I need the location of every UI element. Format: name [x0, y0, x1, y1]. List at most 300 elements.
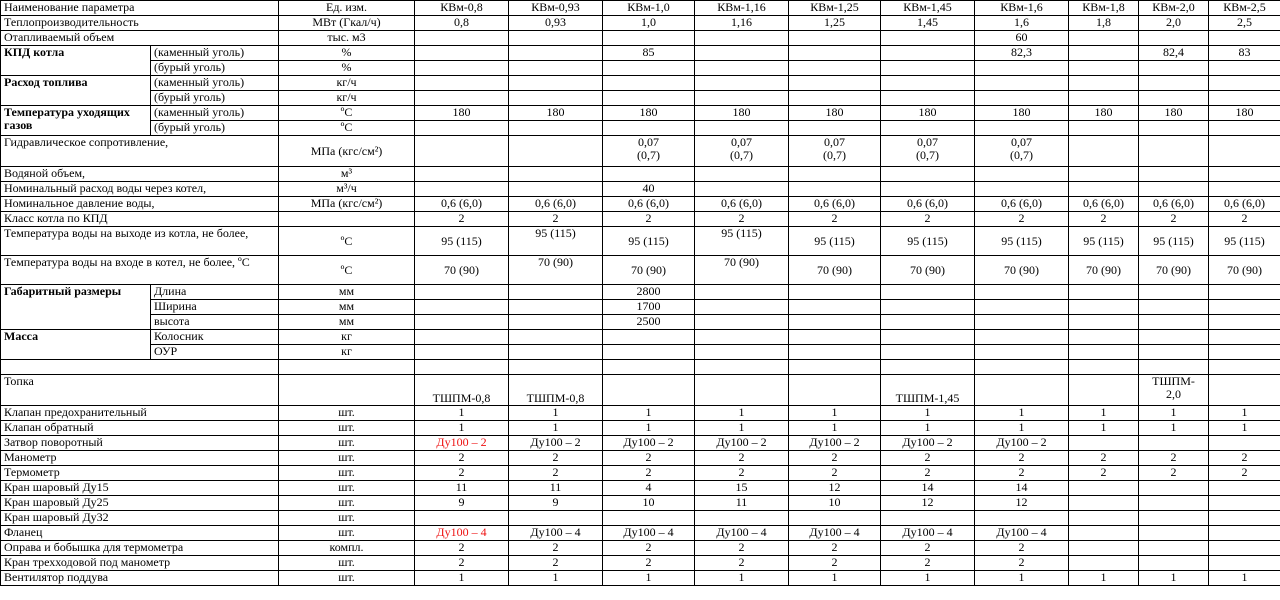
- cell: [789, 511, 881, 526]
- cell: 1,0: [603, 16, 695, 31]
- row-sublabel: (бурый уголь): [151, 121, 279, 136]
- cell: 95 (115): [789, 227, 881, 256]
- cell: 0,6 (6,0): [603, 197, 695, 212]
- cell: 2: [603, 451, 695, 466]
- row-label: Топка: [1, 375, 279, 406]
- cell: 9: [509, 496, 603, 511]
- cell: Ду100 – 2: [509, 436, 603, 451]
- cell: 0,6 (6,0): [1209, 197, 1280, 212]
- row-label: Термометр: [1, 466, 279, 481]
- cell: [789, 76, 881, 91]
- cell: [1139, 436, 1209, 451]
- row-label: Фланец: [1, 526, 279, 541]
- table-row: [1, 61, 1280, 76]
- cell: Ду100 – 2: [603, 436, 695, 451]
- cell: [415, 46, 509, 61]
- row-sublabel: (каменный уголь): [151, 106, 279, 121]
- row-unit: мм: [279, 285, 415, 300]
- cell: 1: [415, 421, 509, 436]
- header-param: Наименование параметра: [1, 1, 279, 16]
- table-row: [1, 345, 1280, 360]
- cell: 1: [789, 571, 881, 586]
- cell: 0,6 (6,0): [695, 197, 789, 212]
- model-header: КВм-1,45: [881, 1, 975, 16]
- table-row: [1, 121, 1280, 136]
- table-row: [1, 330, 1280, 345]
- cell-line: (0,7): [823, 148, 847, 162]
- cell: [975, 121, 1069, 136]
- cell: 180: [1139, 106, 1209, 121]
- cell: Ду100 – 4: [695, 526, 789, 541]
- row-unit: шт.: [279, 511, 415, 526]
- cell: 0,8: [415, 16, 509, 31]
- row-unit: [279, 212, 415, 227]
- cell: 2800: [603, 285, 695, 300]
- row-label: Водяной объем,: [1, 167, 279, 182]
- cell: [1139, 511, 1209, 526]
- cell: [279, 360, 415, 375]
- cell: 2: [509, 451, 603, 466]
- row-unit: кг: [279, 330, 415, 345]
- cell: [1069, 375, 1139, 406]
- cell: 2: [975, 466, 1069, 481]
- row-label: Отапливаемый объем: [1, 31, 279, 46]
- cell: [509, 61, 603, 76]
- row-unit: мм: [279, 300, 415, 315]
- cell: [1069, 511, 1139, 526]
- cell-line: 0,07: [638, 135, 660, 149]
- cell: 2: [603, 466, 695, 481]
- cell: [1209, 300, 1280, 315]
- row-unit: шт.: [279, 481, 415, 496]
- cell: [1139, 121, 1209, 136]
- cell: [603, 136, 695, 167]
- cell: [1139, 300, 1209, 315]
- cell: 180: [603, 106, 695, 121]
- cell: 0,6 (6,0): [509, 197, 603, 212]
- cell: 2: [975, 556, 1069, 571]
- cell: 1: [1209, 421, 1280, 436]
- row-label: Номинальное давление воды,: [1, 197, 279, 212]
- cell: [695, 31, 789, 46]
- row-label: Кран шаровый Ду25: [1, 496, 279, 511]
- cell: [603, 167, 695, 182]
- model-header: КВм-0,93: [509, 1, 603, 16]
- row-label: Гидравлическое сопротивление,: [1, 136, 279, 167]
- cell-line: (0,7): [730, 148, 754, 162]
- cell: [789, 91, 881, 106]
- model-header: КВм-1,25: [789, 1, 881, 16]
- cell: 1: [975, 421, 1069, 436]
- cell: [789, 167, 881, 182]
- cell: 95 (115): [695, 227, 789, 256]
- row-unit: кг/ч: [279, 91, 415, 106]
- cell: 2: [1139, 451, 1209, 466]
- row-unit: кг/ч: [279, 76, 415, 91]
- cell: 2: [881, 466, 975, 481]
- cell: 2: [1139, 212, 1209, 227]
- row-sublabel: (бурый уголь): [151, 61, 279, 76]
- cell: 70 (90): [603, 256, 695, 285]
- cell: [1069, 360, 1139, 375]
- table-row: [1, 106, 1280, 121]
- cell: [789, 61, 881, 76]
- cell-line: (0,7): [1010, 148, 1034, 162]
- cell: 10: [789, 496, 881, 511]
- cell: Ду100 – 4: [975, 526, 1069, 541]
- cell: [415, 136, 509, 167]
- cell: [789, 285, 881, 300]
- table-row: [1, 526, 1280, 541]
- cell: 1: [881, 571, 975, 586]
- cell: 180: [1069, 106, 1139, 121]
- cell: 1: [695, 421, 789, 436]
- cell: ТШПМ-0,8: [509, 375, 603, 406]
- cell: [695, 46, 789, 61]
- cell: 2: [415, 541, 509, 556]
- cell: [1069, 136, 1139, 167]
- table-row: [1, 511, 1280, 526]
- row-unit: %: [279, 61, 415, 76]
- cell: [1069, 481, 1139, 496]
- table-row: [1, 16, 1280, 31]
- row-unit: ºС: [279, 227, 415, 256]
- cell: [789, 375, 881, 406]
- cell: [975, 360, 1069, 375]
- cell: 2: [789, 556, 881, 571]
- row-unit: МПа (кгс/см²): [279, 136, 415, 167]
- cell: [789, 31, 881, 46]
- row-unit: кг: [279, 345, 415, 360]
- cell: [415, 330, 509, 345]
- cell: [415, 182, 509, 197]
- cell: [975, 182, 1069, 197]
- cell: [509, 315, 603, 330]
- cell: [509, 511, 603, 526]
- cell: 95 (115): [1209, 227, 1280, 256]
- cell: 70 (90): [695, 256, 789, 285]
- cell: 70 (90): [1069, 256, 1139, 285]
- cell: [1209, 511, 1280, 526]
- cell: 70 (90): [881, 256, 975, 285]
- cell: 1,6: [975, 16, 1069, 31]
- cell: 40: [603, 182, 695, 197]
- cell: 70 (90): [975, 256, 1069, 285]
- cell: 2: [695, 556, 789, 571]
- cell: [509, 182, 603, 197]
- cell: [881, 511, 975, 526]
- cell: 2: [1209, 212, 1280, 227]
- cell: 1,45: [881, 16, 975, 31]
- cell: [1139, 315, 1209, 330]
- cell: 83: [1209, 46, 1280, 61]
- row-label: Вентилятор поддува: [1, 571, 279, 586]
- cell: 180: [1209, 106, 1280, 121]
- empty-row: [1, 360, 1280, 375]
- cell: [415, 121, 509, 136]
- cell: [1209, 91, 1280, 106]
- cell: 2: [1139, 466, 1209, 481]
- cell: [1069, 345, 1139, 360]
- cell: 2: [415, 451, 509, 466]
- cell: [1139, 61, 1209, 76]
- cell: [881, 315, 975, 330]
- cell: [789, 46, 881, 61]
- table-row: [1, 556, 1280, 571]
- cell: 1: [1139, 406, 1209, 421]
- model-header: КВм-2,5: [1209, 1, 1280, 16]
- row-unit: тыс. м3: [279, 31, 415, 46]
- cell: 1: [789, 406, 881, 421]
- cell: 1: [415, 571, 509, 586]
- cell: 70 (90): [415, 256, 509, 285]
- row-label: Класс котла по КПД: [1, 212, 279, 227]
- row-unit: шт.: [279, 436, 415, 451]
- table-row: [1, 91, 1280, 106]
- table-row: [1, 167, 1280, 182]
- cell: [1069, 182, 1139, 197]
- cell: [881, 46, 975, 61]
- cell: [975, 300, 1069, 315]
- cell: 2: [881, 451, 975, 466]
- cell: [1069, 330, 1139, 345]
- cell: [509, 330, 603, 345]
- row-sublabel: высота: [151, 315, 279, 330]
- cell-line: 2,0: [1166, 387, 1182, 401]
- model-header: КВм-1,6: [975, 1, 1069, 16]
- row-label: Кран трехходовой под манометр: [1, 556, 279, 571]
- row-unit: шт.: [279, 466, 415, 481]
- cell: 1: [509, 571, 603, 586]
- cell: 2: [509, 541, 603, 556]
- cell: [415, 285, 509, 300]
- cell: 70 (90): [1209, 256, 1280, 285]
- cell: [1209, 436, 1280, 451]
- row-label: Кран шаровый Ду15: [1, 481, 279, 496]
- header-unit: Ед. изм.: [279, 1, 415, 16]
- cell: [415, 31, 509, 46]
- cell: 9: [415, 496, 509, 511]
- cell: 14: [881, 481, 975, 496]
- row-sublabel: (каменный уголь): [151, 46, 279, 61]
- row-unit: ºС: [279, 106, 415, 121]
- cell: 2: [603, 556, 695, 571]
- cell: [415, 345, 509, 360]
- cell: [695, 300, 789, 315]
- cell: 180: [789, 106, 881, 121]
- cell-line: 0,07: [1011, 135, 1033, 149]
- cell: [603, 91, 695, 106]
- cell: [1139, 285, 1209, 300]
- model-header: КВм-1,16: [695, 1, 789, 16]
- cell: [975, 375, 1069, 406]
- cell: [1139, 330, 1209, 345]
- cell: 1: [1069, 571, 1139, 586]
- cell: [695, 76, 789, 91]
- cell: [1209, 481, 1280, 496]
- cell: [881, 182, 975, 197]
- row-sublabel: Ширина: [151, 300, 279, 315]
- cell: [415, 300, 509, 315]
- cell: [1069, 121, 1139, 136]
- cell: [415, 167, 509, 182]
- cell-line: (0,7): [916, 148, 940, 162]
- cell: 0,6 (6,0): [1069, 197, 1139, 212]
- cell: [1139, 31, 1209, 46]
- cell: [415, 360, 509, 375]
- cell: 1: [695, 406, 789, 421]
- cell: [1139, 496, 1209, 511]
- cell: 1: [975, 571, 1069, 586]
- cell: 2: [695, 541, 789, 556]
- table-row: [1, 466, 1280, 481]
- model-header: КВм-0,8: [415, 1, 509, 16]
- cell: [1069, 31, 1139, 46]
- cell: [881, 136, 975, 167]
- header-row: [1, 1, 1280, 16]
- cell: [695, 61, 789, 76]
- cell: [695, 511, 789, 526]
- cell: [695, 91, 789, 106]
- cell: 2: [789, 451, 881, 466]
- cell: [975, 76, 1069, 91]
- cell: [1209, 31, 1280, 46]
- table-row: [1, 256, 1280, 285]
- cell: [695, 345, 789, 360]
- row-unit: м³/ч: [279, 182, 415, 197]
- cell: [415, 315, 509, 330]
- cell: [695, 315, 789, 330]
- cell: 1: [695, 571, 789, 586]
- cell: [415, 61, 509, 76]
- cell: 0,6 (6,0): [975, 197, 1069, 212]
- row-unit: ºС: [279, 256, 415, 285]
- cell: [695, 330, 789, 345]
- table-row: [1, 421, 1280, 436]
- cell: [1209, 541, 1280, 556]
- cell: 2: [881, 541, 975, 556]
- cell: [881, 31, 975, 46]
- cell: [509, 285, 603, 300]
- cell: [975, 167, 1069, 182]
- cell: [881, 167, 975, 182]
- model-header: КВм-1,8: [1069, 1, 1139, 16]
- cell: [789, 360, 881, 375]
- cell: 2: [789, 466, 881, 481]
- cell: [695, 182, 789, 197]
- cell: 12: [881, 496, 975, 511]
- cell: 1: [1139, 571, 1209, 586]
- cell: 0,93: [509, 16, 603, 31]
- cell: 180: [509, 106, 603, 121]
- cell-highlighted: Ду100 – 4: [415, 526, 509, 541]
- cell: [603, 121, 695, 136]
- cell: 2: [415, 212, 509, 227]
- cell: [415, 76, 509, 91]
- cell: [509, 360, 603, 375]
- cell: 0,6 (6,0): [789, 197, 881, 212]
- row-sublabel: Длина: [151, 285, 279, 300]
- cell: 82,3: [975, 46, 1069, 61]
- cell: [789, 315, 881, 330]
- cell: 1: [1139, 421, 1209, 436]
- cell: [1209, 136, 1280, 167]
- cell-line: 0,07: [731, 135, 753, 149]
- cell: [1209, 526, 1280, 541]
- cell: [881, 345, 975, 360]
- cell: 70 (90): [789, 256, 881, 285]
- cell: 1: [1069, 421, 1139, 436]
- cell: [695, 136, 789, 167]
- cell: 1: [1209, 571, 1280, 586]
- row-unit: ºС: [279, 121, 415, 136]
- cell: Ду100 – 2: [789, 436, 881, 451]
- cell: [1069, 526, 1139, 541]
- cell: [509, 136, 603, 167]
- cell: [881, 121, 975, 136]
- table-row: [1, 496, 1280, 511]
- cell: 95 (115): [415, 227, 509, 256]
- cell: 1: [509, 421, 603, 436]
- cell-line: (0,7): [637, 148, 661, 162]
- cell-line: 0,07: [824, 135, 846, 149]
- cell-highlighted: Ду100 – 2: [415, 436, 509, 451]
- cell: 1: [881, 406, 975, 421]
- model-header: КВм-2,0: [1139, 1, 1209, 16]
- cell: [1209, 315, 1280, 330]
- cell-line: ТШПМ-: [1152, 374, 1195, 388]
- cell: [415, 511, 509, 526]
- cell: 180: [881, 106, 975, 121]
- table-row: [1, 375, 1280, 406]
- cell: Ду100 – 4: [509, 526, 603, 541]
- cell: 180: [415, 106, 509, 121]
- cell: 2: [1069, 451, 1139, 466]
- cell: 2: [509, 466, 603, 481]
- cell: 1: [975, 406, 1069, 421]
- cell: [881, 300, 975, 315]
- cell: [695, 375, 789, 406]
- cell: [789, 300, 881, 315]
- row-unit: шт.: [279, 556, 415, 571]
- cell: [1139, 76, 1209, 91]
- cell: [1069, 541, 1139, 556]
- cell: [1139, 345, 1209, 360]
- table-row: [1, 182, 1280, 197]
- row-unit: шт.: [279, 451, 415, 466]
- cell: [789, 136, 881, 167]
- row-unit: шт.: [279, 571, 415, 586]
- cell: [1139, 556, 1209, 571]
- model-header: КВм-1,0: [603, 1, 695, 16]
- cell: 2: [789, 212, 881, 227]
- cell: 2: [975, 451, 1069, 466]
- table-row: [1, 315, 1280, 330]
- cell: 2: [1209, 466, 1280, 481]
- cell: [1209, 375, 1280, 406]
- row-label: КПД котла: [1, 46, 151, 76]
- cell: 1,25: [789, 16, 881, 31]
- cell: [1069, 76, 1139, 91]
- cell: [1209, 167, 1280, 182]
- row-label: Температура воды на входе в котел, не более, ºС: [1, 256, 279, 285]
- cell: 4: [603, 481, 695, 496]
- cell: Ду100 – 2: [975, 436, 1069, 451]
- cell: Ду100 – 2: [881, 436, 975, 451]
- cell: [1209, 360, 1280, 375]
- cell: [1, 360, 279, 375]
- row-label: Масса: [1, 330, 151, 360]
